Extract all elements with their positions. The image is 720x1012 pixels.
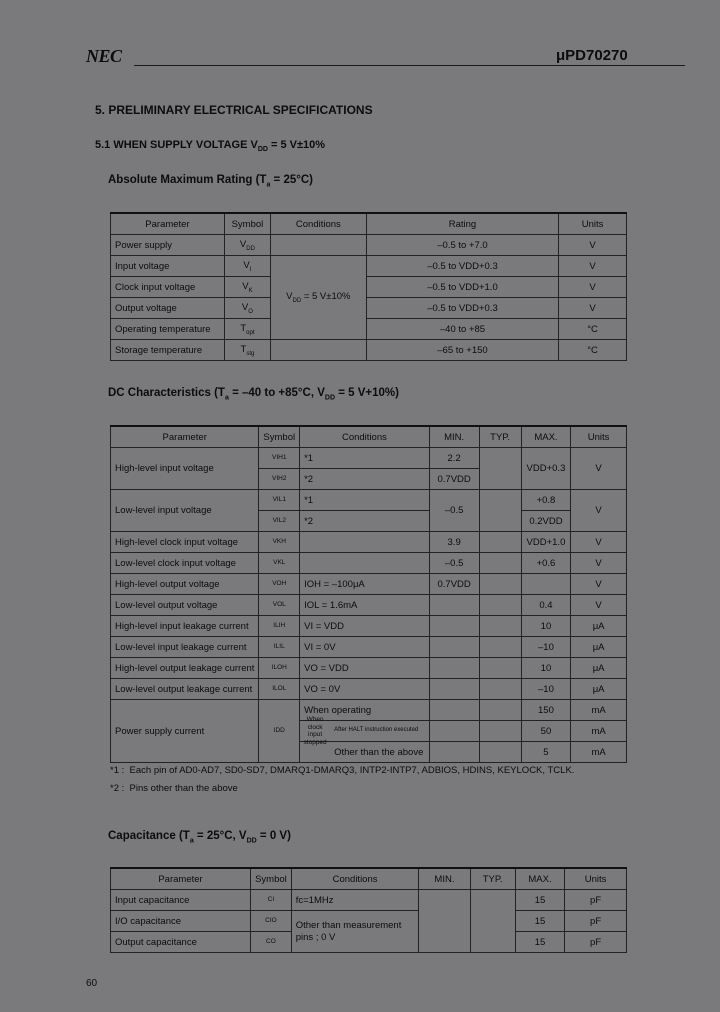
symbol-cell: ILIL xyxy=(259,637,300,658)
parameter-cell: Storage temperature xyxy=(111,340,225,361)
parameter-cell: Power supply current xyxy=(111,700,259,763)
typ-cell xyxy=(479,553,521,574)
abs-max-table xyxy=(110,212,627,361)
units-cell: mA xyxy=(571,700,627,721)
header-cell: TYP. xyxy=(479,426,521,448)
symbol-main: V xyxy=(242,280,249,292)
symbol-sub: opt xyxy=(246,329,255,336)
typ-cell xyxy=(479,679,521,700)
page-number: 60 xyxy=(86,978,98,989)
typ-cell xyxy=(479,700,521,721)
max-cell: –10 xyxy=(521,637,571,658)
max-cell: 0.4 xyxy=(521,595,571,616)
dc-title-tail: = –40 to +85°C, V xyxy=(228,387,325,399)
symbol-cell: VKL xyxy=(259,553,300,574)
cap-title xyxy=(108,830,291,844)
symbol-cell xyxy=(224,298,270,319)
cap-table xyxy=(110,867,627,953)
abs-max-title-sub: a xyxy=(266,181,271,189)
header-rule xyxy=(134,65,685,66)
dc-title-sub: a xyxy=(224,394,229,402)
header-cell: Symbol xyxy=(259,426,300,448)
units-cell: mA xyxy=(571,721,627,742)
condition-cell: *2 xyxy=(300,511,430,532)
symbol-cell: VKH xyxy=(259,532,300,553)
parameter-cell: Output voltage xyxy=(111,298,225,319)
symbol-cell: ILOH xyxy=(259,658,300,679)
condition-cell: IOL = 1.6mA xyxy=(300,595,430,616)
units-cell: °C xyxy=(559,340,627,361)
parameter-cell: Low-level input leakage current xyxy=(111,637,259,658)
symbol-cell xyxy=(224,277,270,298)
dc-title-tail2: = 5 V+10%) xyxy=(335,387,399,399)
parameter-cell: Low-level output leakage current xyxy=(111,679,259,700)
note-1 xyxy=(110,765,574,776)
table-row xyxy=(111,532,627,553)
nec-logo: NEC xyxy=(86,46,122,66)
table-row xyxy=(111,448,627,469)
max-cell: +0.8 xyxy=(521,490,571,511)
header-cell: Parameter xyxy=(111,426,259,448)
units-cell: μA xyxy=(571,616,627,637)
halt-label: After HALT instruction executed xyxy=(334,727,419,734)
table-row xyxy=(111,679,627,700)
symbol-cell: VOH xyxy=(259,574,300,595)
cap-title-sub2: DD xyxy=(246,837,257,845)
section-heading: 5. PRELIMINARY ELECTRICAL SPECIFICATIONS xyxy=(95,103,373,117)
condition-cell: IOH = –100μA xyxy=(300,574,430,595)
max-cell: 5 xyxy=(521,742,571,763)
min-cell xyxy=(429,679,479,700)
cond-sub: DD xyxy=(292,297,302,304)
condition-merged-cell xyxy=(270,256,366,340)
condition-cell: fc=1MHz xyxy=(291,890,419,911)
symbol-cell: CO xyxy=(251,932,292,953)
part-number: μPD70270 xyxy=(556,47,628,64)
cond-tail: = 5 V±10% xyxy=(301,291,351,303)
units-cell: V xyxy=(571,448,627,490)
symbol-sub: DD xyxy=(246,245,255,252)
rating-cell: –0.5 to VDD+1.0 xyxy=(366,277,558,298)
header-cell: Parameter xyxy=(111,868,251,890)
units-cell: μA xyxy=(571,637,627,658)
parameter-cell: Input voltage xyxy=(111,256,225,277)
max-cell: 15 xyxy=(515,890,564,911)
min-cell xyxy=(429,700,479,721)
symbol-main: V xyxy=(241,301,249,313)
table-row xyxy=(111,553,627,574)
typ-cell xyxy=(479,448,521,490)
cap-title-tail: = 25°C, V xyxy=(193,830,247,842)
typ-cell xyxy=(479,742,521,763)
header-cell: Conditions xyxy=(291,868,419,890)
symbol-cell: VOL xyxy=(259,595,300,616)
header-cell: Symbol xyxy=(251,868,292,890)
units-cell: V xyxy=(559,277,627,298)
max-cell: 15 xyxy=(515,911,564,932)
condition-cell: *1 xyxy=(300,490,430,511)
header-cell: Conditions xyxy=(270,213,366,235)
header-cell: Units xyxy=(571,426,627,448)
units-cell: °C xyxy=(559,319,627,340)
condition-cell xyxy=(270,340,366,361)
cap-title-sub: a xyxy=(189,837,194,845)
table-row xyxy=(111,637,627,658)
symbol-main: V xyxy=(243,259,250,271)
max-cell: VDD+1.0 xyxy=(521,532,571,553)
header-cell: TYP. xyxy=(470,868,515,890)
parameter-cell: Output capacitance xyxy=(111,932,251,953)
abs-max-title-tail: = 25°C) xyxy=(270,174,313,186)
header-cell: MIN. xyxy=(429,426,479,448)
cap-header-row xyxy=(111,868,627,890)
symbol-cell: ILOL xyxy=(259,679,300,700)
max-cell: 150 xyxy=(521,700,571,721)
note-mark: *2 : xyxy=(110,783,125,794)
symbol-cell xyxy=(224,319,270,340)
parameter-cell: Low-level clock input voltage xyxy=(111,553,259,574)
max-cell: 15 xyxy=(515,932,564,953)
max-cell: VDD+0.3 xyxy=(521,448,571,490)
rating-cell: –0.5 to +7.0 xyxy=(366,235,558,256)
condition-cell: VO = 0V xyxy=(300,679,430,700)
typ-cell xyxy=(479,490,521,532)
symbol-main: T xyxy=(240,343,247,355)
condition-cell: *2 xyxy=(300,469,430,490)
typ-cell xyxy=(479,616,521,637)
symbol-sub: O xyxy=(248,308,253,315)
condition-cell xyxy=(300,532,430,553)
min-cell xyxy=(429,721,479,742)
parameter-cell: High-level input voltage xyxy=(111,448,259,490)
units-cell: V xyxy=(571,490,627,532)
units-cell: V xyxy=(571,553,627,574)
min-cell: 2.2 xyxy=(429,448,479,469)
symbol-cell: CI xyxy=(251,890,292,911)
parameter-cell: High-level input leakage current xyxy=(111,616,259,637)
cap-title-text: Capacitance (T xyxy=(108,830,190,842)
header-cell: MIN. xyxy=(419,868,470,890)
condition-cell: *1 xyxy=(300,448,430,469)
condition-cell: VO = VDD xyxy=(300,658,430,679)
symbol-main: V xyxy=(239,238,247,250)
min-cell xyxy=(429,595,479,616)
parameter-cell: Clock input voltage xyxy=(111,277,225,298)
header-cell: Rating xyxy=(366,213,558,235)
symbol-main: T xyxy=(240,322,247,334)
symbol-cell: VIL2 xyxy=(259,511,300,532)
units-cell: V xyxy=(559,235,627,256)
sub-heading-text: 5.1 WHEN SUPPLY VOLTAGE V xyxy=(95,139,258,151)
symbol-cell: VIL1 xyxy=(259,490,300,511)
min-cell xyxy=(419,890,470,953)
min-cell xyxy=(429,658,479,679)
table-row xyxy=(111,595,627,616)
rating-cell: –0.5 to VDD+0.3 xyxy=(366,298,558,319)
header-cell: Units xyxy=(565,868,627,890)
table-row xyxy=(111,235,627,256)
units-cell: V xyxy=(559,298,627,319)
sub-heading-tail: = 5 V±10% xyxy=(267,139,326,151)
table-row xyxy=(111,658,627,679)
note-text: Each pin of AD0-AD7, SD0-SD7, DMARQ1-DMARQ3, INTP2-INTP7, ADBIOS, HDINS, KEYLOCK, TCLK. xyxy=(129,765,575,776)
symbol-cell: IDD xyxy=(259,700,300,763)
min-cell: 3.9 xyxy=(429,532,479,553)
max-cell: 0.2VDD xyxy=(521,511,571,532)
rating-cell: –40 to +85 xyxy=(366,319,558,340)
parameter-cell: High-level clock input voltage xyxy=(111,532,259,553)
parameter-cell: High-level output voltage xyxy=(111,574,259,595)
min-cell xyxy=(429,742,479,763)
min-cell: 0.7VDD xyxy=(429,574,479,595)
units-cell: pF xyxy=(565,911,627,932)
table-row xyxy=(111,911,627,932)
units-cell: V xyxy=(571,595,627,616)
rating-cell: –65 to +150 xyxy=(366,340,558,361)
typ-cell xyxy=(479,658,521,679)
header-cell: MAX. xyxy=(521,426,571,448)
parameter-cell: I/O capacitance xyxy=(111,911,251,932)
max-cell: –10 xyxy=(521,679,571,700)
typ-cell xyxy=(479,574,521,595)
table-row xyxy=(111,277,627,298)
max-cell: 10 xyxy=(521,616,571,637)
units-cell: mA xyxy=(571,742,627,763)
max-cell xyxy=(521,574,571,595)
units-cell: pF xyxy=(565,890,627,911)
units-cell: V xyxy=(559,256,627,277)
units-cell: V xyxy=(571,532,627,553)
condition-cell xyxy=(300,553,430,574)
header-cell: MAX. xyxy=(515,868,564,890)
sub-heading xyxy=(95,139,325,153)
stopped-wrap xyxy=(300,716,429,746)
parameter-cell: High-level output leakage current xyxy=(111,658,259,679)
units-cell: μA xyxy=(571,679,627,700)
table-row xyxy=(111,490,627,511)
min-cell: 0.7VDD xyxy=(429,469,479,490)
table-row xyxy=(111,700,627,721)
table-row xyxy=(111,298,627,319)
min-cell xyxy=(429,637,479,658)
table-row xyxy=(111,574,627,595)
header-cell: Units xyxy=(559,213,627,235)
abs-max-header-row xyxy=(111,213,627,235)
parameter-cell: Low-level output voltage xyxy=(111,595,259,616)
sub-heading-sub: DD xyxy=(257,146,268,154)
units-cell: pF xyxy=(565,932,627,953)
symbol-cell: ILIH xyxy=(259,616,300,637)
dc-table xyxy=(110,425,627,763)
table-row xyxy=(111,890,627,911)
units-cell: V xyxy=(571,574,627,595)
parameter-cell: Power supply xyxy=(111,235,225,256)
symbol-cell xyxy=(224,340,270,361)
typ-cell xyxy=(470,890,515,953)
typ-cell xyxy=(479,532,521,553)
header-cell: Symbol xyxy=(224,213,270,235)
condition-cell: When operating xyxy=(300,700,430,721)
condition-cell xyxy=(270,235,366,256)
table-row xyxy=(111,616,627,637)
symbol-cell: CIO xyxy=(251,911,292,932)
symbol-sub: I xyxy=(249,266,252,273)
symbol-sub: stg xyxy=(246,350,255,357)
symbol-cell: VIH2 xyxy=(259,469,300,490)
note-2 xyxy=(110,783,238,794)
max-cell: 10 xyxy=(521,658,571,679)
parameter-cell: Low-level input voltage xyxy=(111,490,259,532)
symbol-cell xyxy=(224,256,270,277)
condition-merged-cell: Other than measurement pins ; 0 V xyxy=(291,911,419,953)
parameter-cell: Operating temperature xyxy=(111,319,225,340)
min-cell xyxy=(429,616,479,637)
min-cell: –0.5 xyxy=(429,490,479,532)
typ-cell xyxy=(479,721,521,742)
max-cell: +0.6 xyxy=(521,553,571,574)
dc-title-sub2: DD xyxy=(324,394,336,402)
condition-cell: Other than the above xyxy=(300,742,430,763)
condition-cell xyxy=(300,716,430,746)
parameter-cell: Input capacitance xyxy=(111,890,251,911)
rating-cell: –0.5 to VDD+0.3 xyxy=(366,256,558,277)
note-mark: *1 : xyxy=(110,765,125,776)
header-cell: Conditions xyxy=(300,426,430,448)
dc-header-row xyxy=(111,426,627,448)
table-row xyxy=(111,340,627,361)
table-row xyxy=(111,319,627,340)
abs-max-title-text: Absolute Maximum Rating (T xyxy=(108,174,267,186)
note-text: Pins other than the above xyxy=(129,783,238,794)
symbol-cell xyxy=(224,235,270,256)
table-row xyxy=(111,256,627,277)
symbol-cell: VIH1 xyxy=(259,448,300,469)
condition-cell: VI = 0V xyxy=(300,637,430,658)
dc-title-text: DC Characteristics (T xyxy=(108,387,225,399)
cap-title-tail2: = 0 V) xyxy=(256,830,291,842)
condition-cell: VI = VDD xyxy=(300,616,430,637)
cond-main: V xyxy=(286,291,293,303)
stopped-label: When clock input stopped xyxy=(303,716,327,746)
abs-max-title xyxy=(108,174,313,188)
symbol-sub: K xyxy=(248,287,253,294)
header-cell: Parameter xyxy=(111,213,225,235)
typ-cell xyxy=(479,637,521,658)
dc-title xyxy=(108,387,399,401)
units-cell: μA xyxy=(571,658,627,679)
typ-cell xyxy=(479,595,521,616)
max-cell: 50 xyxy=(521,721,571,742)
min-cell: –0.5 xyxy=(429,553,479,574)
